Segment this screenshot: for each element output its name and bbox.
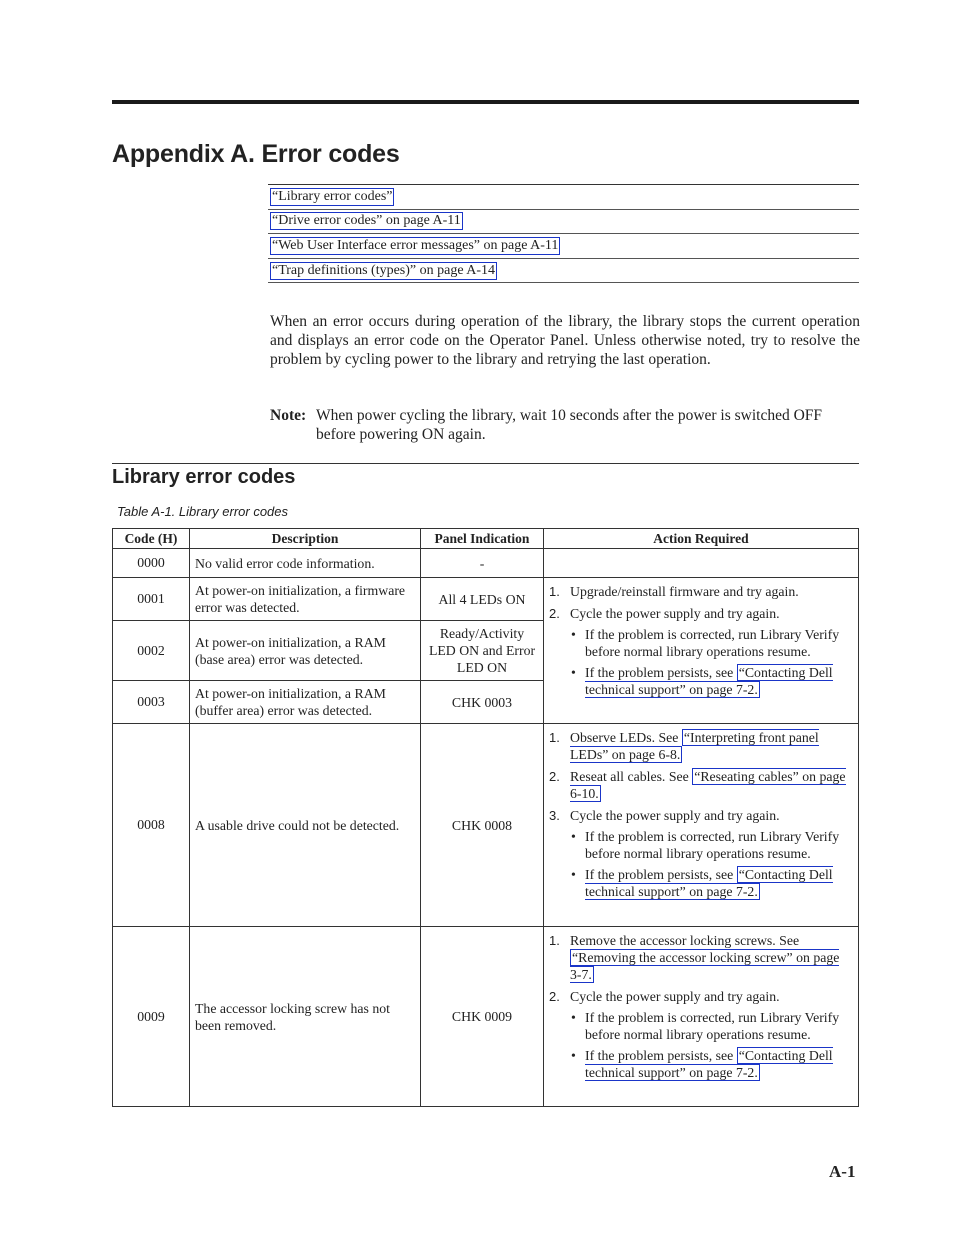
action-step: 1. Remove the accessor locking screws. See “Removing the accessor locking screw” on page 3-7.: [549, 933, 840, 982]
xref-contacting-support[interactable]: “Contacting Dell technical support” on page 7-2.: [585, 665, 833, 697]
action-cell: [544, 724, 859, 927]
action-step: 2. Cycle the power supply and try again. • If the problem is corrected, run Library Verify before normal library operations resume. • If the problem persists, see “Contacting Dell technical support” on page 7-2.: [549, 988, 854, 1081]
table-row: [113, 724, 859, 927]
description-cell: At power-on initialization, a RAM (buffer area) error was detected.: [190, 681, 421, 724]
xref-contacting-support[interactable]: “Contacting Dell technical support” on page 7-2.: [585, 1048, 833, 1080]
action-substeps: [570, 828, 854, 900]
table-header-row: [113, 529, 859, 549]
panel-cell: All 4 LEDs ON: [421, 578, 544, 621]
action-steps: [549, 932, 854, 1081]
section-rule: [112, 463, 859, 464]
toc-link-trap-definitions[interactable]: “Trap definitions (types)” on page A-14: [272, 262, 496, 278]
table-caption: Table A-1. Library error codes: [117, 504, 289, 519]
table-row: [113, 927, 859, 1107]
page-title: Appendix A. Error codes: [112, 140, 400, 168]
panel-cell: CHK 0008: [421, 724, 544, 927]
action-cell: [544, 927, 859, 1107]
xref-removing-locking-screw[interactable]: “Removing the accessor locking screw” on page 3-7.: [570, 950, 840, 982]
action-cell: [544, 549, 859, 578]
panel-cell: Ready/Activity LED ON and Error LED ON: [421, 621, 544, 681]
action-steps: [549, 583, 854, 698]
section-title: Library error codes: [112, 466, 296, 488]
code-cell: 0002: [113, 621, 190, 681]
action-bullet: • If the problem is corrected, run Library Verify before normal library operations resume.: [571, 1010, 840, 1042]
description-cell: At power-on initialization, a firmware error was detected.: [190, 578, 421, 621]
xref-interpreting-leds[interactable]: “Interpreting front panel LEDs” on page 6-8.: [570, 730, 819, 762]
top-rule: [112, 100, 859, 104]
header-action-required: Action Required: [544, 529, 859, 549]
action-bullet: • If the problem persists, see “Contacting Dell technical support” on page 7-2.: [571, 867, 833, 899]
action-step: 2. Cycle the power supply and try again. • If the problem is corrected, run Library Verify before normal library operations resume. • If the problem persists, see “Contacting Dell technical support” on page 7-2.: [549, 605, 854, 698]
toc-link-web-ui-error-messages[interactable]: “Web User Interface error messages” on page A-11: [272, 237, 559, 253]
page-number: A-1: [829, 1162, 856, 1181]
header-code: Code (H): [113, 529, 190, 549]
action-step: 2. Reseat all cables. See “Reseating cables” on page 6-10.: [549, 769, 846, 801]
code-cell: 0009: [113, 927, 190, 1107]
panel-cell: -: [421, 549, 544, 578]
intro-paragraph: When an error occurs during operation of the library, the library stops the current operation and displays an error code on the Operator Panel. Unless otherwise noted, try to resolve the problem by cycling power to the library and retrying the last operation.: [270, 313, 860, 368]
action-step: 1. Observe LEDs. See “Interpreting front panel LEDs” on page 6-8.: [549, 730, 819, 762]
toc-row: [268, 259, 859, 284]
note: [270, 406, 860, 444]
action-bullet: • If the problem persists, see “Contacting Dell technical support” on page 7-2.: [571, 1048, 833, 1080]
xref-reseating-cables[interactable]: “Reseating cables” on page 6-10.: [570, 769, 846, 801]
action-cell: [544, 578, 859, 724]
table-row: [113, 549, 859, 578]
panel-cell: CHK 0009: [421, 927, 544, 1107]
action-steps: [549, 729, 854, 900]
xref-contacting-support[interactable]: “Contacting Dell technical support” on page 7-2.: [585, 867, 833, 899]
toc-link-drive-error-codes[interactable]: “Drive error codes” on page A-11: [272, 213, 461, 229]
description-cell: The accessor locking screw has not been removed.: [190, 927, 421, 1107]
table-row: [113, 578, 859, 621]
description-cell: No valid error code information.: [190, 549, 421, 578]
header-panel-indication: Panel Indication: [421, 529, 544, 549]
toc-row: [268, 210, 859, 235]
note-text: When power cycling the library, wait 10 seconds after the power is switched OFF before powering ON again.: [316, 407, 823, 443]
action-bullet: • If the problem is corrected, run Library Verify before normal library operations resume.: [571, 627, 840, 659]
description-cell: At power-on initialization, a RAM (base area) error was detected.: [190, 621, 421, 681]
action-substeps: [570, 1009, 854, 1081]
code-cell: 0000: [113, 549, 190, 578]
code-cell: 0003: [113, 681, 190, 724]
action-bullet: • If the problem persists, see “Contacting Dell technical support” on page 7-2.: [571, 665, 833, 697]
action-step: 3. Cycle the power supply and try again. • If the problem is corrected, run Library Verify before normal library operations resume. • If the problem persists, see “Contacting Dell technical support” on page 7-2.: [549, 807, 854, 900]
toc-row: [268, 185, 859, 210]
toc-link-library-error-codes[interactable]: “Library error codes”: [272, 188, 393, 204]
toc-row: [268, 234, 859, 259]
header-description: Description: [190, 529, 421, 549]
code-cell: 0001: [113, 578, 190, 621]
action-bullet: • If the problem is corrected, run Library Verify before normal library operations resume.: [571, 829, 840, 861]
error-codes-table: [112, 528, 859, 1107]
panel-cell: CHK 0003: [421, 681, 544, 724]
action-substeps: [570, 626, 854, 698]
description-cell: A usable drive could not be detected.: [190, 724, 421, 927]
note-label: Note:: [270, 407, 307, 424]
code-cell: 0008: [113, 724, 190, 927]
chapter-toc: [268, 184, 859, 283]
action-step: 1. Upgrade/reinstall firmware and try again.: [549, 584, 799, 599]
